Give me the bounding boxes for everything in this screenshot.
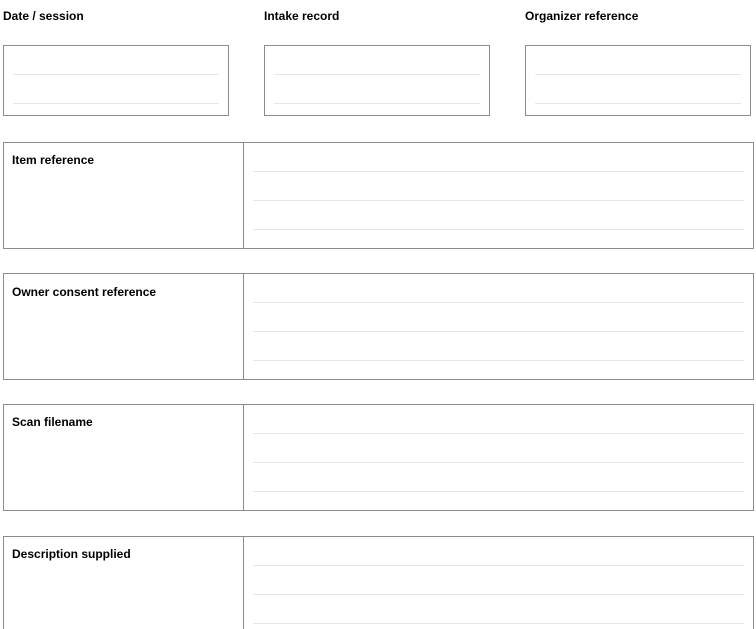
- description-supplied-field[interactable]: [244, 537, 753, 629]
- item-reference-row: [3, 142, 754, 249]
- description-supplied-label: Description supplied: [4, 537, 244, 629]
- writing-line: [253, 302, 744, 303]
- organizer-reference-label: Organizer reference: [525, 9, 639, 23]
- date-session-label: Date / session: [3, 9, 84, 23]
- writing-line: [253, 360, 744, 361]
- item-reference-label: Item reference: [4, 143, 244, 248]
- writing-line: [253, 565, 744, 566]
- owner-consent-reference-label: Owner consent reference: [4, 274, 244, 379]
- writing-line: [253, 331, 744, 332]
- writing-line: [535, 74, 741, 75]
- writing-line: [253, 623, 744, 624]
- writing-line: [274, 103, 480, 104]
- writing-line: [253, 462, 744, 463]
- intake-record-label: Intake record: [264, 9, 340, 23]
- owner-consent-reference-row: [3, 273, 754, 380]
- writing-line: [253, 200, 744, 201]
- scan-filename-label: Scan filename: [4, 405, 244, 510]
- intake-record-field[interactable]: [264, 45, 490, 116]
- writing-line: [253, 594, 744, 595]
- scan-filename-field[interactable]: [244, 405, 753, 510]
- organizer-reference-field[interactable]: [525, 45, 751, 116]
- date-session-field[interactable]: [3, 45, 229, 116]
- writing-line: [13, 103, 219, 104]
- writing-line: [13, 74, 219, 75]
- writing-line: [274, 74, 480, 75]
- writing-line: [535, 103, 741, 104]
- writing-line: [253, 491, 744, 492]
- writing-line: [253, 433, 744, 434]
- description-supplied-row: [3, 536, 754, 629]
- scan-filename-row: [3, 404, 754, 511]
- owner-consent-reference-field[interactable]: [244, 274, 753, 379]
- writing-line: [253, 229, 744, 230]
- item-reference-field[interactable]: [244, 143, 753, 248]
- writing-line: [253, 171, 744, 172]
